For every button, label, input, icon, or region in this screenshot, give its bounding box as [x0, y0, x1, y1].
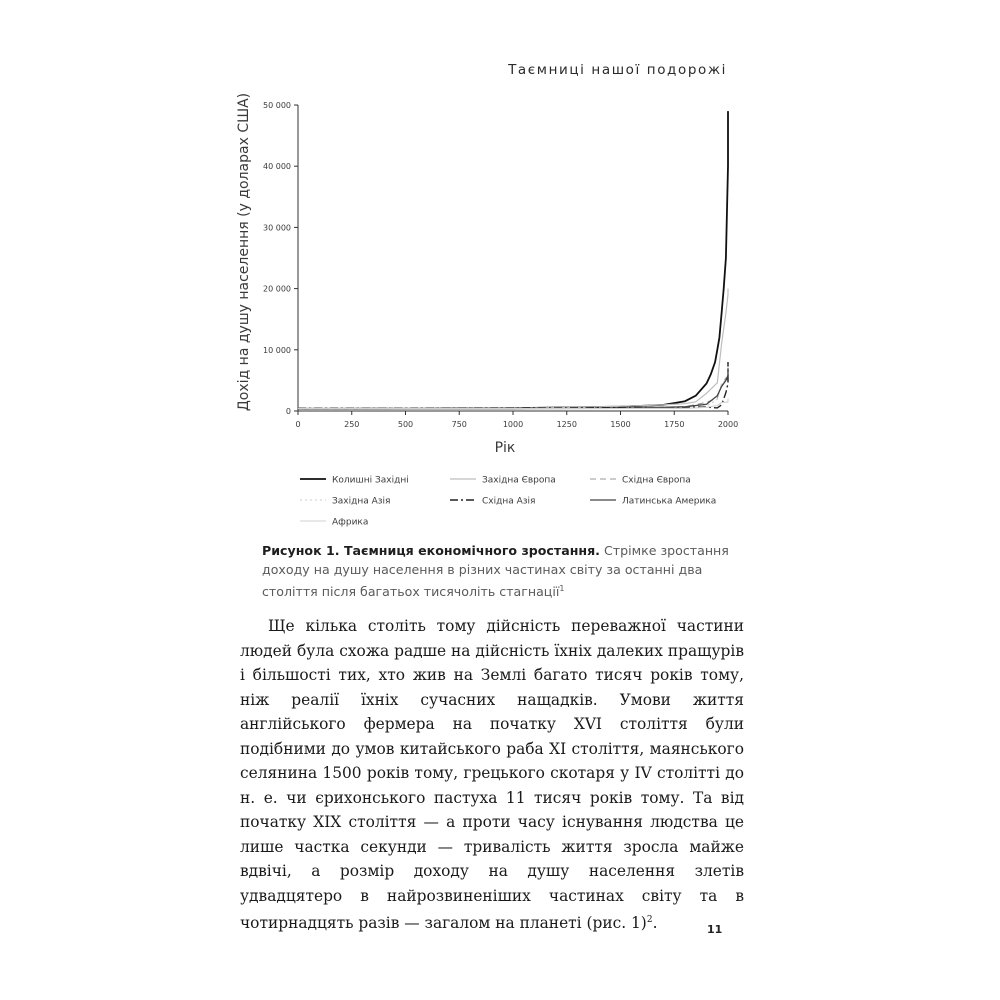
x-tick-label: 1750 [664, 420, 685, 429]
footnote-ref: 2 [646, 915, 653, 925]
chart-legend [300, 476, 716, 528]
y-tick-label: 40 000 [263, 162, 291, 172]
chart-axes [263, 101, 738, 429]
x-tick-label: 0 [295, 420, 301, 429]
legend-label: Латинська Америка [622, 496, 717, 507]
figure-caption [262, 541, 742, 601]
body-text [240, 614, 744, 936]
paragraph-end: . [652, 914, 658, 933]
series-line-6 [298, 368, 728, 408]
legend-label: Колишні Західні [332, 475, 409, 486]
legend-label: Африка [332, 517, 369, 528]
series-line-2 [298, 289, 728, 409]
series-line-3 [298, 362, 728, 409]
body-paragraph [240, 614, 744, 936]
y-tick-label: 10 000 [263, 345, 291, 355]
running-head: Таємниці нашої подорожі [508, 62, 727, 78]
y-tick-label: 20 000 [263, 284, 291, 294]
series-line-1 [298, 111, 728, 409]
caption-text: Стрімке зростання доходу на душу населення в різних частинах світу за останні два століття після багатьох тисячоліть стагнації [262, 543, 729, 600]
caption-footnote: 1 [559, 584, 565, 593]
x-tick-label: 250 [344, 420, 360, 429]
series-line-5 [298, 362, 728, 408]
series-line-4 [298, 365, 728, 408]
chart-series [298, 111, 728, 409]
page-number: 11 [707, 923, 723, 936]
x-tick-label: 1000 [502, 420, 524, 429]
caption-label: Рисунок 1. Таємниця економічного зростання. [262, 543, 600, 558]
y-tick-label: 0 [285, 407, 291, 416]
x-axis-label: Рік [494, 440, 516, 456]
y-axis-label: Дохід на душу населення (у доларах США) [236, 92, 252, 412]
legend-label: Західна Азія [332, 496, 391, 507]
legend-label: Східна Європа [622, 475, 691, 486]
legend-label: Східна Азія [482, 496, 536, 507]
y-tick-label: 50 000 [263, 101, 291, 110]
x-tick-label: 1250 [556, 420, 577, 429]
legend-label: Західна Європа [482, 475, 556, 486]
y-tick-label: 30 000 [263, 223, 291, 233]
paragraph-text: Ще кілька століть тому дійсність переважної частини людей була схожа радше на дійсність їхніх далеких пращурів і більшості тих, хто жив на Землі багато тисяч років тому, ніж реалії їхніх сучасних нащадків. Умови життя англійського фермера на початку XVI століття були подібними до умов китайського раба XI століття, маянського селянина 1500 років тому, грецького скотаря у IV столітті до н. е. чи єрихонського пастуха 11 тисяч років тому. Та від початку XIX століття — а проти часу існування людства це лише частка секунди — тривалість життя зросла майже вдвічі, а розмір доходу на душу населення злетів удвадцятеро в найрозвиненіших частинах світу та в чотирнадцять разів — загалом на планеті (рис. 1) [240, 617, 744, 933]
x-tick-label: 1500 [610, 420, 631, 429]
x-tick-label: 500 [397, 420, 414, 429]
x-tick-label: 2000 [717, 420, 739, 429]
income-chart [225, 92, 755, 532]
x-tick-label: 750 [451, 420, 467, 429]
